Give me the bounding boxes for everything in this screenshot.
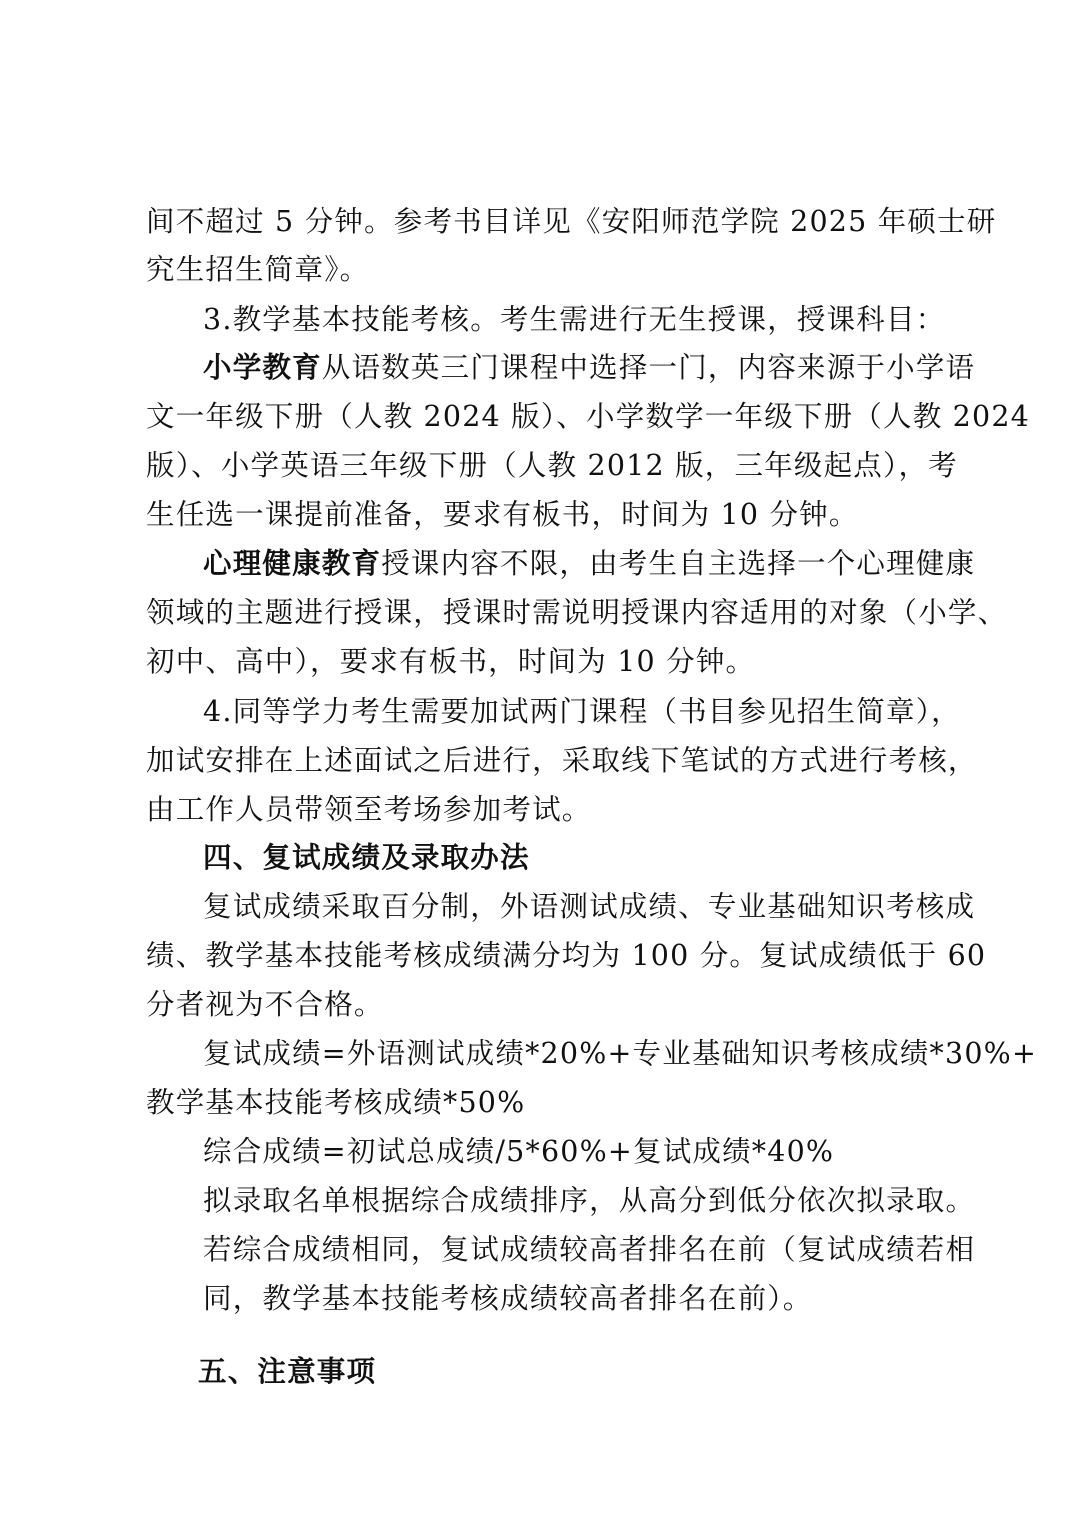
paragraph-line: [203, 348, 1003, 388]
paragraph-line: 究生招生简章》。: [146, 253, 370, 286]
formula-line: 综合成绩=初试总成绩/5*60%+复试成绩*40%: [203, 1135, 835, 1168]
paragraph-line: 4.同等学力考生需要加试两门课程（书目参见招生简章），: [203, 695, 961, 728]
paragraph-line: 初中、高中），要求有板书，时间为 10 分钟。: [146, 645, 756, 678]
paragraph-line: 加试安排在上述面试之后进行，采取线下笔试的方式进行考核，: [146, 744, 978, 777]
paragraph-line: 版）、小学英语三年级下册（人教 2012 版，三年级起点），考: [146, 449, 958, 482]
term-primary-education: 小学教育: [203, 351, 322, 384]
paragraph-line: 同，教学基本技能考核成绩较高者排名在前）。: [203, 1282, 813, 1315]
paragraph-line: 领域的主题进行授课，授课时需说明授课内容适用的对象（小学、: [146, 596, 1008, 629]
formula-line: 教学基本技能考核成绩*50%: [146, 1086, 526, 1119]
paragraph-text: 授课内容不限，由考生自主选择一个心理健康: [381, 547, 976, 580]
paragraph-line: 间不超过 5 分钟。参考书目详见《安阳师范学院 2025 年硕士研: [146, 205, 997, 238]
paragraph-line: 若综合成绩相同，复试成绩较高者排名在前（复试成绩若相: [203, 1233, 976, 1266]
paragraph-line: 复试成绩采取百分制，外语测试成绩、专业基础知识考核成: [203, 890, 976, 923]
section-heading: 四、复试成绩及录取办法: [203, 841, 530, 874]
paragraph-line: 分者视为不合格。: [146, 988, 384, 1021]
paragraph-line: 由工作人员带领至考场参加考试。: [146, 793, 592, 826]
paragraph-line: 3.教学基本技能考核。考生需进行无生授课，授课科目：: [203, 303, 946, 336]
paragraph-line: 文一年级下册（人教 2024 版）、小学数学一年级下册（人教 2024: [146, 400, 1030, 433]
paragraph-line: 绩、教学基本技能考核成绩满分均为 100 分。复试成绩低于 60: [146, 939, 987, 972]
paragraph-text: 从语数英三门课程中选择一门，内容来源于小学语: [321, 351, 976, 384]
section-heading: 五、注意事项: [198, 1355, 377, 1388]
paragraph-line: 拟录取名单根据综合成绩排序，从高分到低分依次拟录取。: [203, 1184, 976, 1217]
paragraph-line: [203, 544, 1003, 584]
formula-line: 复试成绩=外语测试成绩*20%+专业基础知识考核成绩*30%+: [203, 1037, 1038, 1070]
term-mental-health-education: 心理健康教育: [203, 547, 382, 580]
paragraph-line: 生任选一课提前准备，要求有板书，时间为 10 分钟。: [146, 498, 859, 531]
